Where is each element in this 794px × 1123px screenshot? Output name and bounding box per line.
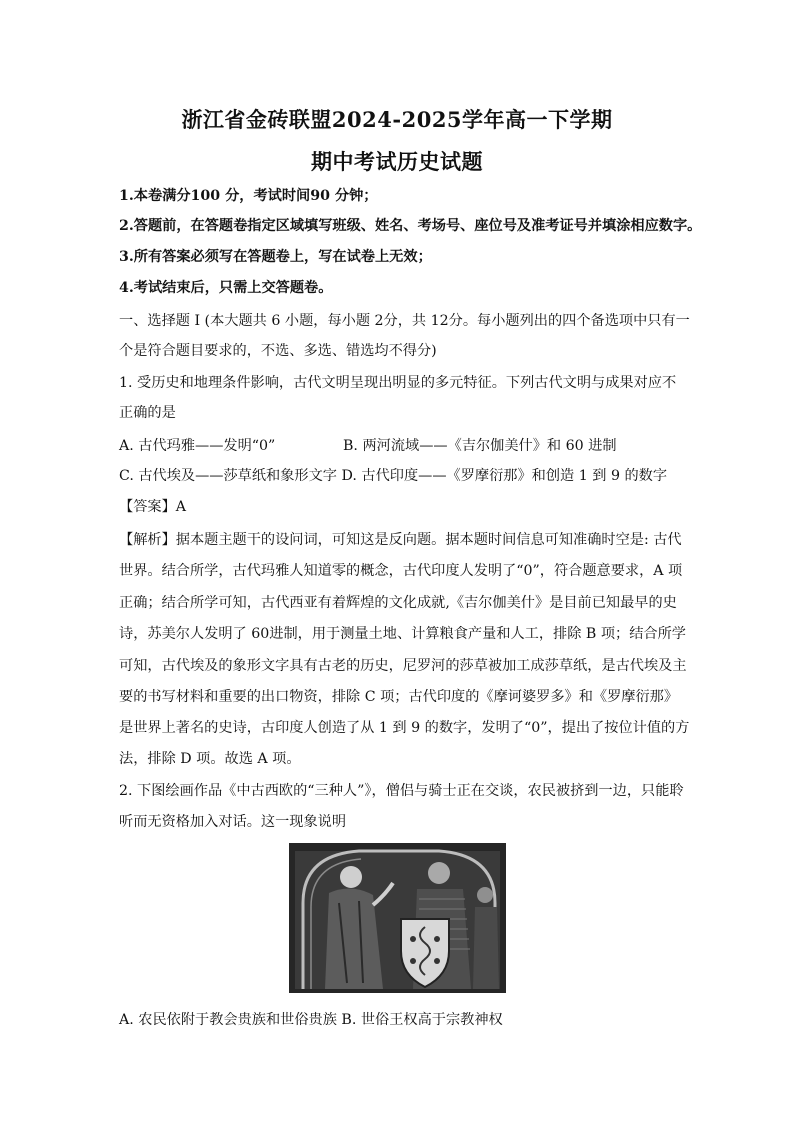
q1-analysis-line1: 【解析】据本题主题干的设问词，可知这是反向题。据本题时间信息可知准确时空是: 古代 [119,532,682,548]
three-estates-painting [289,843,506,993]
q1-stem-line1: 1. 受历史和地理条件影响，古代文明呈现出明显的多元特征。下列古代文明与成果对应不 [119,375,677,391]
exam-title-line1: 浙江省金砖联盟2024-2025学年高一下学期 [181,107,613,132]
exam-title-line2: 期中考试历史试题 [311,149,483,174]
note-1: 1.本卷满分100 分，考试时间90 分钟； [119,188,378,204]
q1-analysis-line7: 是世界上著名的史诗，古印度人创造了从 1 到 9 的数字，发明了“0”，提出了按位计值的方 [119,720,690,736]
q2-options-ab: A. 农民依附于教会贵族和世俗贵族 B. 世俗王权高于宗教神权 [119,1012,503,1028]
note-4: 4.考试结束后，只需上交答题卷。 [119,280,333,296]
q1-option-b: B. 两河流域——《吉尔伽美什》和 60 进制 [343,438,617,454]
note-2: 2.答题前，在答题卷指定区域填写班级、姓名、考场号、座位号及准考证号并填涂相应数字。 [119,218,702,234]
q1-analysis-line8: 法，排除 D 项。故选 A 项。 [119,751,301,767]
section-header-line2: 个是符合题目要求的，不选、多选、错选均不得分) [119,343,437,359]
q1-analysis-line2: 世界。结合所学，古代玛雅人知道零的概念，古代印度人发明了“0”，符合题意要求，A 项 [119,563,683,579]
q1-option-a: A. 古代玛雅——发明“0” [119,438,276,454]
painting-illustration [289,843,506,993]
section-header-line1: 一、选择题 I (本大题共 6 小题，每小题 2分，共 12分。每小题列出的四个备选项中只有一 [119,313,690,329]
q2-stem-line2: 听而无资格加入对话。这一现象说明 [119,814,347,830]
q1-option-cd: C. 古代埃及——莎草纸和象形文字 D. 古代印度——《罗摩衍那》和创造 1 到 9 的数字 [119,468,668,484]
q1-answer: 【答案】A [119,499,186,515]
q1-analysis-line4: 诗，苏美尔人发明了 60进制，用于测量土地、计算粮食产量和人工，排除 B 项；结合所学 [119,626,686,642]
q2-stem-line1: 2. 下图绘画作品《中古西欧的“三种人”》，僧侣与骑士正在交谈，农民被挤到一边，只能聆 [119,783,684,799]
note-3: 3.所有答案必须写在答题卷上，写在试卷上无效； [119,249,432,265]
q1-analysis-line3: 正确；结合所学可知，古代西亚有着辉煌的文化成就,《吉尔伽美什》是目前已知最早的史 [119,595,677,611]
q1-analysis-line6: 要的书写材料和重要的出口物资，排除 C 项；古代印度的《摩诃婆罗多》和《罗摩衍那》 [119,689,679,705]
q1-analysis-line5: 可知，古代埃及的象形文字具有古老的历史，尼罗河的莎草被加工成莎草纸，是古代埃及主 [119,658,687,674]
q1-stem-line2: 正确的是 [119,405,176,421]
